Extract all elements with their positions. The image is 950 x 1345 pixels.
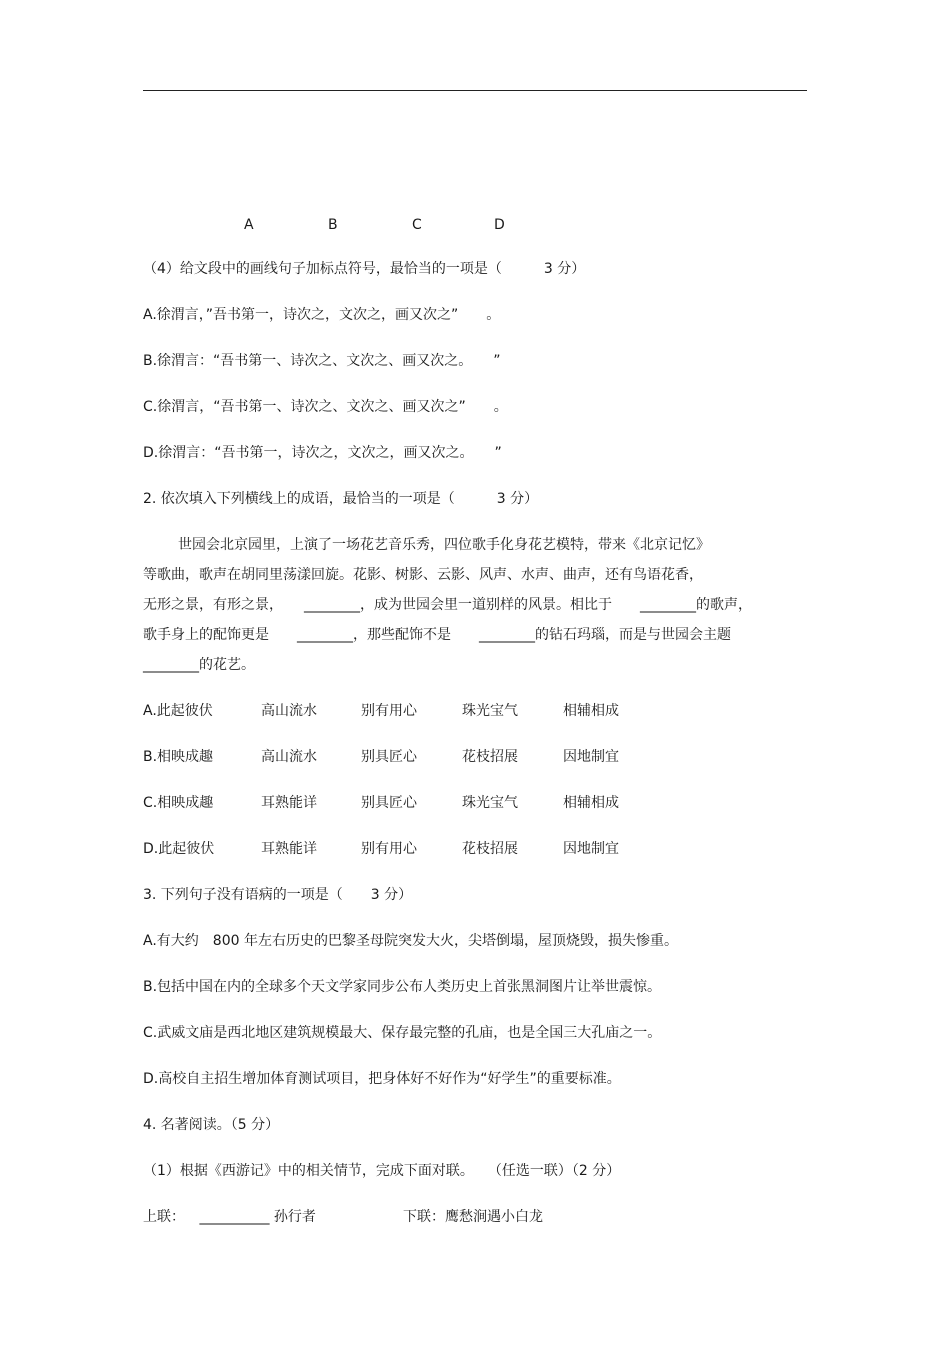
option-idiom: 别有用心 (361, 841, 417, 857)
option-idiom: 珠光宝气 (462, 703, 518, 719)
option-idiom: 花枝招展 (462, 841, 518, 857)
header-rule (143, 90, 807, 91)
couplet-upper (143, 1208, 316, 1226)
option-idiom: 因地制宜 (563, 841, 619, 857)
q3-stem: 3. 下列句子没有语病的一项是（ 3 分） (143, 887, 413, 903)
option-idiom: 因地制宜 (563, 749, 619, 765)
option-idiom: 相辅相成 (563, 703, 619, 719)
couplet-lower: 下联：鹰愁涧遇小白龙 (403, 1209, 543, 1225)
choice-letter-c: C (412, 217, 422, 233)
q3-option-d: D.高校自主招生增加体育测试项目，把身体好不好作为“好学生”的重要标准。 (143, 1071, 621, 1087)
option-letter: B.相映成趣 (143, 749, 214, 765)
q4-option-b: B.徐渭言：“吾书第一、诗次之、文次之、画又次之。 ” (143, 353, 501, 369)
q2-passage-line: 歌手身上的配饰更是 ________，那些配饰不是 ________的钻石玛瑙，而是与世园会主题 (143, 627, 731, 643)
couplet-upper-blank: __________ (199, 1209, 270, 1225)
couplet-upper-text: 孙行者 (273, 1209, 316, 1225)
q3-option-c: C.武威文庙是西北地区建筑规模最大、保存最完整的孔庙，也是全国三大孔庙之一。 (143, 1025, 662, 1041)
q4-reading-stem: 4. 名著阅读。（5 分） (143, 1117, 280, 1133)
option-idiom: 珠光宝气 (462, 795, 518, 811)
choice-letter-d: D (494, 217, 505, 233)
q3-option-b: B.包括中国在内的全球多个天文学家同步公布人类历史上首张黑洞图片让举世震惊。 (143, 979, 662, 995)
option-idiom: 高山流水 (261, 749, 317, 765)
option-letter: A.此起彼伏 (143, 703, 213, 719)
q4-sub1-prompt: （1）根据《西游记》中的相关情节，完成下面对联。 （任选一联）（2 分） (143, 1163, 621, 1179)
option-idiom: 花枝招展 (462, 749, 518, 765)
option-letter: D.此起彼伏 (143, 841, 215, 857)
option-letter: C.相映成趣 (143, 795, 214, 811)
q2-stem: 2. 依次填入下列横线上的成语，最恰当的一项是（ 3 分） (143, 491, 539, 507)
option-idiom: 相辅相成 (563, 795, 619, 811)
option-idiom: 耳熟能详 (261, 841, 317, 857)
q2-passage-line: 等歌曲，歌声在胡同里荡漾回旋。花影、树影、云影、风声、水声、曲声，还有鸟语花香， (143, 567, 703, 583)
q4-option-d: D.徐渭言：“吾书第一，诗次之，文次之，画又次之。 ” (143, 445, 502, 461)
option-idiom: 别具匠心 (361, 749, 417, 765)
choice-letter-a: A (244, 217, 254, 233)
option-idiom: 别有用心 (361, 703, 417, 719)
q2-passage-line: 无形之景，有形之景， ________，成为世园会里一道别样的风景。相比于 ________的歌声， (143, 597, 752, 613)
option-idiom: 高山流水 (261, 703, 317, 719)
q4-stem: （4）给文段中的画线句子加标点符号，最恰当的一项是（ 3 分） (143, 261, 586, 277)
q4-option-c: C.徐渭言，“吾书第一、诗次之、文次之、画又次之” 。 (143, 399, 508, 415)
q2-passage-line: ________的花艺。 (143, 657, 255, 673)
q3-option-a: A.有大约 800 年左右历史的巴黎圣母院突发大火，尖塔倒塌，屋顶烧毁，损失惨重。 (143, 933, 678, 949)
couplet-upper-label: 上联： (143, 1209, 185, 1225)
option-idiom: 别具匠心 (361, 795, 417, 811)
q2-passage-line: 世园会北京园里，上演了一场花艺音乐秀，四位歌手化身花艺模特，带来《北京记忆》 (178, 537, 710, 553)
option-idiom: 耳熟能详 (261, 795, 317, 811)
choice-letter-b: B (328, 217, 338, 233)
q4-option-a: A.徐渭言，”吾书第一，诗次之，文次之，画又次之” 。 (143, 307, 501, 323)
